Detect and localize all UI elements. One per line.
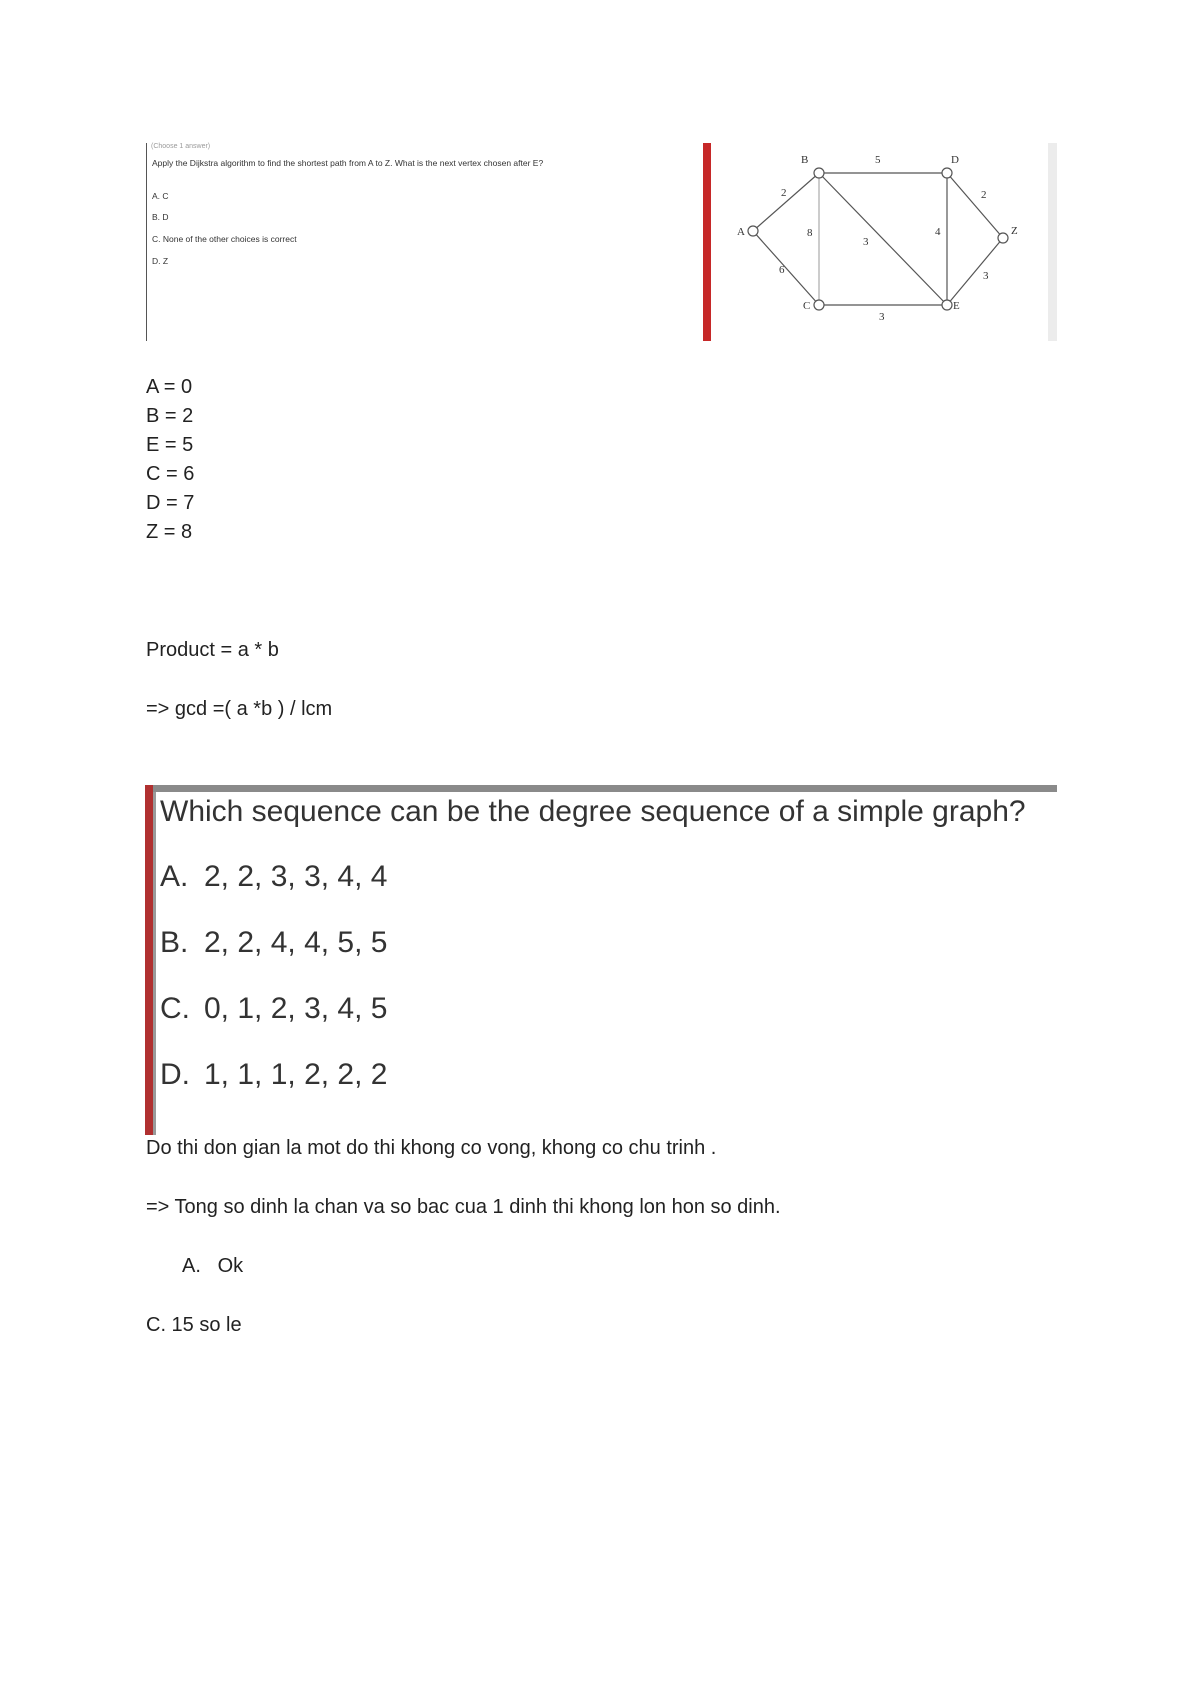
edge-weight-CE: 3 (879, 311, 885, 323)
question1-option-c: C. None of the other choices is correct (152, 234, 297, 244)
question2-left-bar-shade (153, 792, 156, 1135)
question2-option-b (160, 926, 387, 960)
gcd-formula: => gcd =( a *b ) / lcm (146, 698, 333, 720)
distance-e: E = 5 (146, 434, 194, 456)
graph-edge-DZ (947, 173, 1003, 238)
vertex-label-D: D (951, 154, 959, 166)
edge-weight-AC: 6 (779, 264, 785, 276)
vertex-label-E: E (953, 300, 960, 312)
option-letter: C. (160, 992, 190, 1025)
edge-weight-BC: 8 (807, 227, 813, 239)
question1-text: Apply the Dijkstra algorithm to find the shortest path from A to Z. What is the next vertex chosen after E? (152, 158, 544, 168)
graph-edge-EZ (947, 238, 1003, 305)
question2-left-bar (145, 785, 153, 1135)
edge-weight-AB: 2 (781, 187, 787, 199)
question1-header: (Choose 1 answer) (151, 143, 211, 150)
graph-vertex-Z (998, 233, 1008, 243)
vertex-label-C: C (803, 300, 811, 312)
edge-weight-DZ: 2 (981, 189, 987, 201)
graph-edge-AC (753, 231, 819, 305)
question2-screenshot (145, 785, 1057, 1135)
question1-option-d: D. Z (152, 256, 169, 266)
figure-red-bar (703, 143, 711, 341)
question2-text: Which sequence can be the degree sequence of a simple graph? (160, 795, 1026, 828)
edge-weight-BE: 3 (863, 236, 869, 248)
product-formula: Product = a * b (146, 639, 279, 661)
distance-z: Z = 8 (146, 521, 193, 543)
distance-d: D = 7 (146, 492, 195, 514)
option-value: 2, 2, 3, 3, 4, 4 (204, 860, 388, 893)
question1-screenshot (146, 143, 707, 341)
graph-vertex-C (814, 300, 824, 310)
option-value: 0, 1, 2, 3, 4, 5 (204, 992, 388, 1025)
option-letter: D. (160, 1058, 190, 1091)
graph-vertex-E (942, 300, 952, 310)
graph-vertex-B (814, 168, 824, 178)
graph-diagram (711, 143, 1048, 341)
question2-option-c (160, 992, 387, 1026)
option-letter: B. (160, 926, 189, 959)
vertex-label-B: B (801, 154, 809, 166)
graph-edge-BE (819, 173, 947, 305)
distance-b: B = 2 (146, 405, 194, 427)
option-value: 1, 1, 1, 2, 2, 2 (204, 1058, 388, 1091)
degree-rule: => Tong so dinh la chan va so bac cua 1 dinh thi khong lon hon so dinh. (146, 1196, 781, 1218)
question1-option-a: A. C (152, 191, 169, 201)
edge-weight-EZ: 3 (983, 270, 989, 282)
graph-vertex-D (942, 168, 952, 178)
vertex-label-Z: Z (1011, 225, 1018, 237)
question2-option-d (160, 1058, 387, 1092)
distance-c: C = 6 (146, 463, 195, 485)
answer-c-note: C. 15 so le (146, 1314, 242, 1336)
graph-edge-AB (753, 173, 819, 231)
simple-graph-definition: Do thi don gian la mot do thi khong co vong, khong co chu trinh . (146, 1137, 717, 1159)
graph-canvas (711, 143, 1048, 341)
weighted-graph-figure (703, 143, 1057, 341)
edge-weight-DE: 4 (935, 226, 941, 238)
option-letter: A. (160, 860, 189, 893)
answer-a-note: A. Ok (182, 1255, 244, 1277)
graph-vertex-A (748, 226, 758, 236)
vertex-label-A: A (737, 226, 745, 238)
option-value: 2, 2, 4, 4, 5, 5 (204, 926, 388, 959)
question2-option-a (160, 860, 387, 894)
edge-weight-BD: 5 (875, 154, 881, 166)
distance-a: A = 0 (146, 376, 193, 398)
question1-option-b: B. D (152, 212, 169, 222)
question2-top-bar (145, 785, 1057, 792)
